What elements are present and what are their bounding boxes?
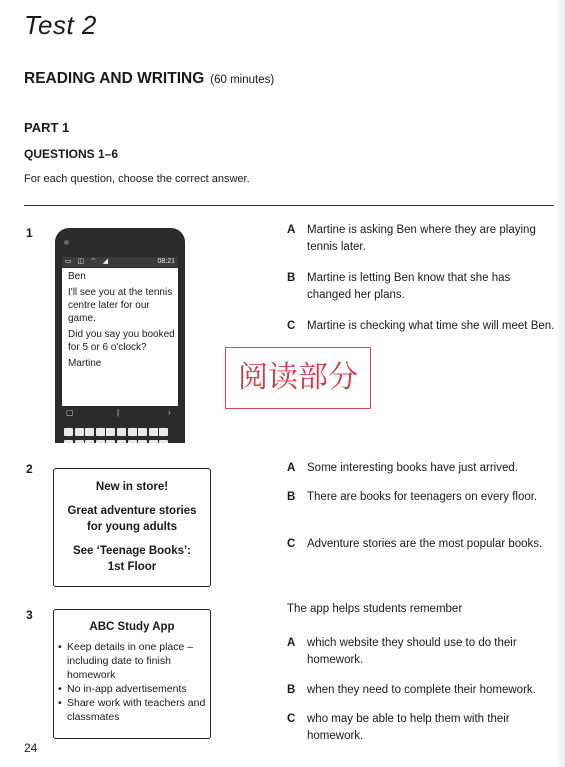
part-heading: PART 1	[24, 120, 70, 135]
option-3c[interactable]: C who may be able to help them with their homework.	[287, 713, 510, 742]
message-line: I'll see you at the tennis centre later for our game.	[68, 287, 173, 324]
questions-range: QUESTIONS 1–6	[24, 147, 119, 161]
app-notice-title: ABC Study App	[89, 621, 175, 633]
page-number: 24	[24, 741, 38, 755]
app-notice	[53, 609, 211, 739]
question-number-3: 3	[26, 608, 33, 622]
phone-status-bar	[62, 257, 178, 267]
option-1a[interactable]: A Martine is asking Ben where they are playing tennis later.	[287, 224, 536, 253]
notice-line: New in store!	[95, 481, 169, 493]
camera-icon	[64, 240, 69, 245]
nav-menu-icon: ▢	[66, 408, 74, 417]
option-2b[interactable]: B There are books for teenagers on every floor.	[287, 491, 538, 503]
status-icons: ▭ ◫ ⌔ ◢	[65, 258, 111, 265]
phone-illustration	[55, 228, 185, 443]
option-1b[interactable]: B Martine is letting Ben know that she has changed her plans.	[287, 272, 511, 301]
keyboard-row	[64, 435, 170, 443]
list-item: • Keep details in one place – including date to finish homework	[58, 640, 210, 682]
test-title: Test 2	[24, 10, 97, 40]
option-3b[interactable]: B when they need to complete their homework.	[287, 684, 536, 696]
message-line: Martine	[68, 358, 102, 369]
nav-back-icon: ›	[168, 408, 171, 417]
page-edge	[555, 0, 565, 767]
message-line: Did you say you booked for 5 or 6 o'clock?	[68, 329, 175, 353]
nav-home-icon: |	[117, 408, 120, 417]
option-2a[interactable]: A Some interesting books have just arrived.	[287, 462, 518, 474]
app-feature-list	[54, 640, 210, 724]
section-name: READING AND WRITING	[24, 70, 205, 87]
instruction-text: For each question, choose the correct answer.	[24, 173, 250, 185]
section-duration: (60 minutes)	[210, 74, 275, 86]
notice-line: Great adventure stories for young adults	[67, 505, 197, 533]
notice-line: See ‘Teenage Books’: 1st Floor	[72, 545, 192, 573]
question-stem-3: The app helps students remember	[287, 603, 463, 615]
phone-screen	[62, 268, 178, 406]
divider	[24, 205, 554, 206]
message-line: Ben	[68, 271, 86, 282]
option-1c[interactable]: C Martine is checking what time she will meet Ben.	[287, 320, 555, 332]
option-2c[interactable]: C Adventure stories are the most popular books.	[287, 538, 543, 550]
text-message	[68, 270, 176, 373]
question-number-2: 2	[26, 462, 33, 476]
section-title	[24, 70, 274, 88]
phone-nav-bar	[62, 408, 178, 418]
list-item: • No in-app advertisements	[58, 682, 210, 696]
section-stamp: 阅读部分	[225, 347, 371, 409]
store-notice	[53, 468, 211, 587]
option-3a[interactable]: A which website they should use to do their homework.	[287, 637, 517, 666]
phone-time: 08:21	[157, 258, 175, 265]
list-item: • Share work with teachers and classmates	[58, 696, 210, 724]
keyboard-row	[64, 423, 170, 432]
question-number-1: 1	[26, 226, 33, 240]
